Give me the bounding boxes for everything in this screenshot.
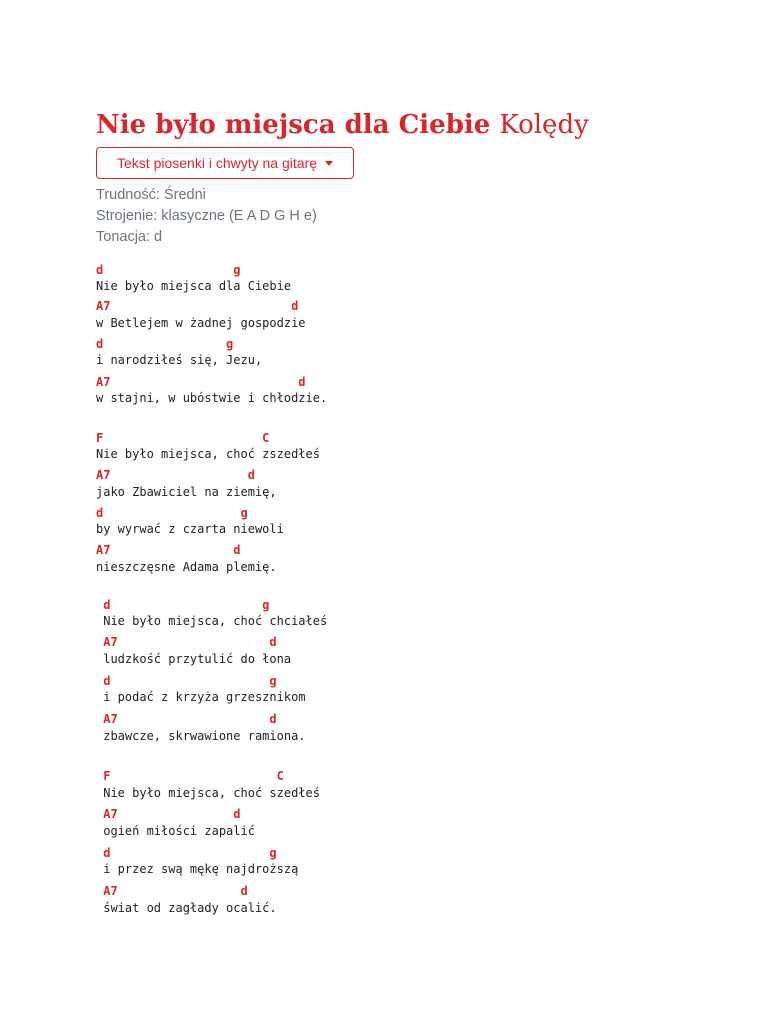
lyric-line: by wyrwać z czarta niewoli: [96, 522, 284, 536]
lyric-line: w stajni, w ubóstwie i chłodzie.: [96, 391, 328, 405]
chord-line: A7 d: [96, 468, 255, 482]
chord-line: d g: [96, 598, 270, 612]
key-text: Tonacja: d: [96, 229, 163, 245]
chord-line: F C: [96, 769, 284, 783]
lyric-line: zbawcze, skrwawione ramiona.: [96, 729, 306, 743]
song-category: Kolędy: [499, 110, 589, 140]
lyric-line: Nie było miejsca, choć chciałeś: [96, 614, 328, 628]
tuning-text: Strojenie: klasyczne (E A D G H e): [96, 208, 317, 224]
chord-line: d g: [96, 263, 241, 277]
chord-line: A7 d: [96, 543, 241, 557]
lyric-line: jako Zbawiciel na ziemię,: [96, 485, 277, 499]
lyric-line: Nie było miejsca, choć szedłeś: [96, 786, 320, 800]
lyric-line: Nie było miejsca, choć zszedłeś: [96, 447, 320, 461]
chord-line: d g: [96, 846, 277, 860]
lyric-line: Nie było miejsca dla Ciebie: [96, 279, 292, 293]
dropdown-label: Tekst piosenki i chwyty na gitarę: [117, 155, 317, 171]
caret-down-icon: [325, 161, 333, 166]
lyric-line: ogień miłości zapalić: [96, 824, 255, 838]
difficulty-text: Trudność: Średni: [96, 187, 206, 203]
chord-line: d g: [96, 674, 277, 688]
lyric-line: ludzkość przytulić do łona: [96, 652, 292, 666]
lyric-line: i podać z krzyża grzesznikom: [96, 690, 306, 704]
chord-line: A7 d: [96, 712, 277, 726]
chord-line: A7 d: [96, 299, 299, 313]
chord-line: d g: [96, 337, 234, 351]
chord-line: A7 d: [96, 884, 248, 898]
chord-line: F C: [96, 431, 270, 445]
chord-line: A7 d: [96, 635, 277, 649]
lyric-line: i przez swą mękę najdroższą: [96, 862, 299, 876]
chord-line: d g: [96, 506, 248, 520]
lyric-line: nieszczęsne Adama plemię.: [96, 560, 277, 574]
view-mode-dropdown[interactable]: [96, 147, 354, 179]
lyric-line: w Betlejem w żadnej gospodzie: [96, 316, 306, 330]
chord-line: A7 d: [96, 375, 306, 389]
song-title: Nie było miejsca dla Ciebie: [96, 110, 491, 140]
page-title: [96, 106, 589, 144]
lyric-line: i narodziłeś się, Jezu,: [96, 353, 263, 367]
lyric-line: świat od zagłady ocalić.: [96, 901, 277, 915]
chord-line: A7 d: [96, 807, 241, 821]
